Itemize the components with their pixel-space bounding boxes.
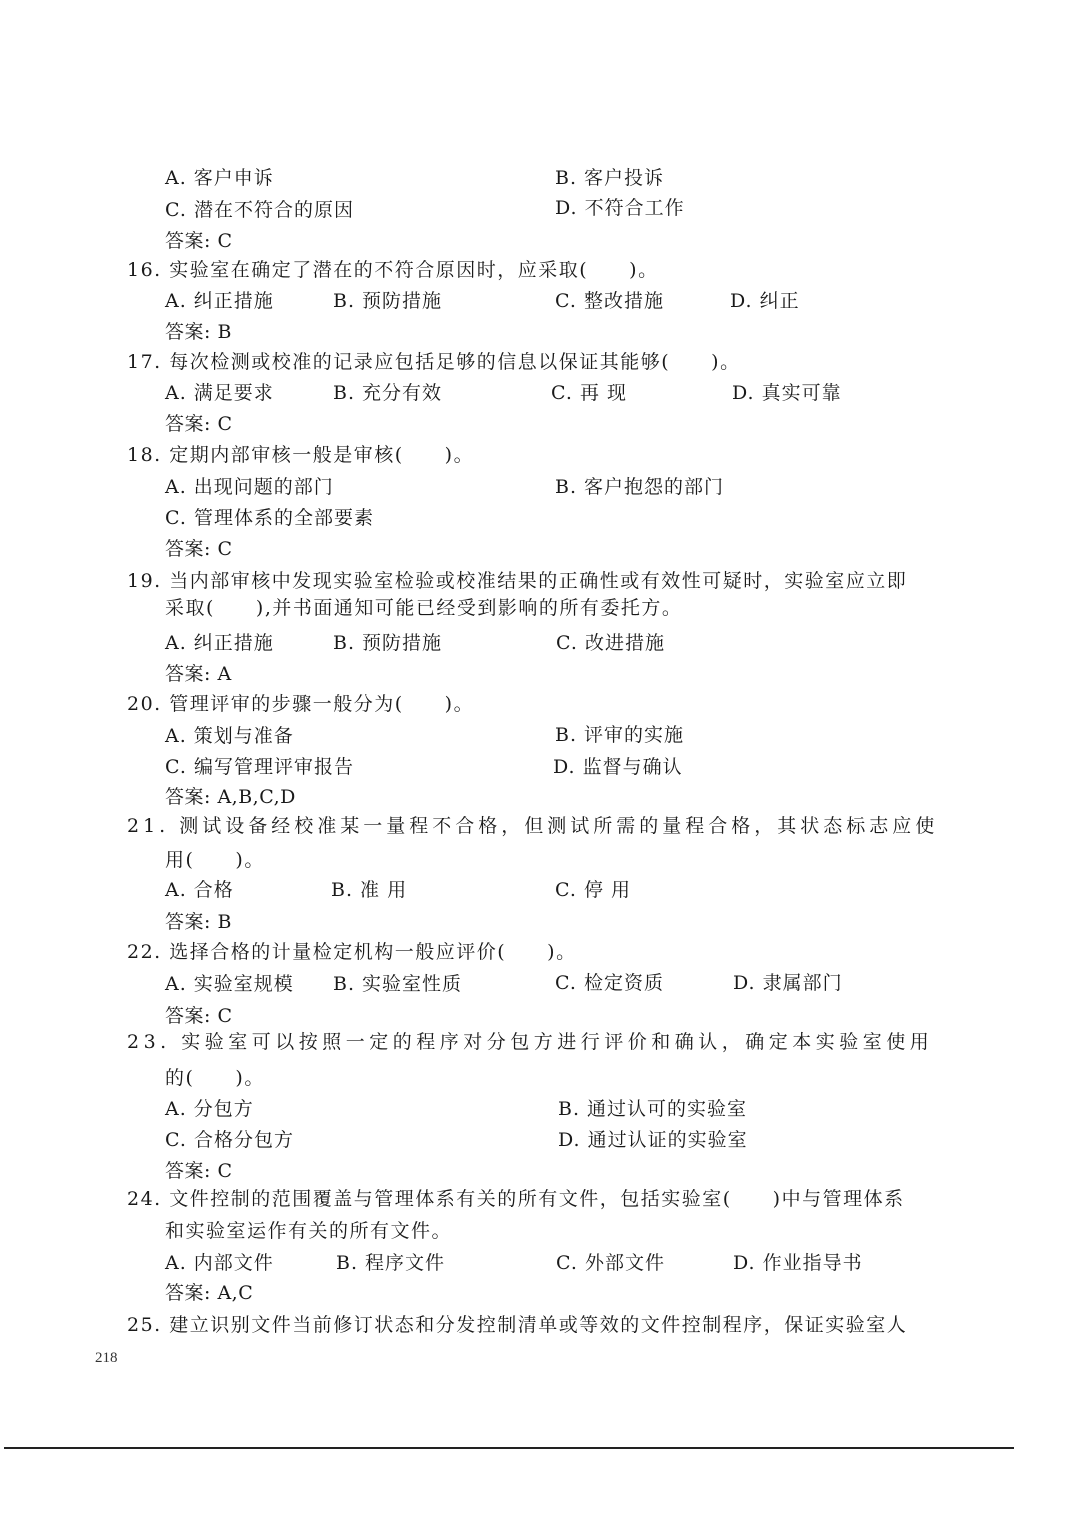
q17-answer: 答案: C xyxy=(165,413,233,435)
q21-option-a: A. 合格 xyxy=(165,879,234,901)
q21-answer: 答案: B xyxy=(165,911,232,933)
q17-option-d: D. 真实可靠 xyxy=(732,382,842,404)
q23-option-c: C. 合格分包方 xyxy=(165,1129,294,1151)
q22-option-a: A. 实验室规模 xyxy=(165,973,294,995)
q19-answer: 答案: A xyxy=(165,663,232,685)
q23-option-d: D. 通过认证的实验室 xyxy=(558,1129,748,1151)
q17-option-b: B. 充分有效 xyxy=(333,382,443,404)
q23-stem-line-1: 23. 实验室可以按照一定的程序对分包方进行评价和确认，确定本实验室使用 xyxy=(127,1031,934,1053)
q16-stem: 16. 实验室在确定了潜在的不符合原因时，应采取( )。 xyxy=(127,259,659,281)
q25-stem: 25. 建立识别文件当前修订状态和分发控制清单或等效的文件控制程序，保证实验室人 xyxy=(127,1314,908,1336)
q18-answer: 答案: C xyxy=(165,538,233,560)
q16-option-d: D. 纠正 xyxy=(730,290,800,312)
q18-option-c: C. 管理体系的全部要素 xyxy=(165,507,374,529)
q15-answer: 答案: C xyxy=(165,230,233,252)
q23-option-a: A. 分包方 xyxy=(165,1098,254,1120)
footer-rule xyxy=(4,1447,1014,1449)
q23-stem-line-2: 的( )。 xyxy=(165,1067,265,1089)
q22-option-b: B. 实验室性质 xyxy=(333,973,463,995)
q19-stem-line-1: 19. 当内部审核中发现实验室检验或校准结果的正确性或有效性可疑时，实验室应立即 xyxy=(127,570,908,592)
q19-option-a: A. 纠正措施 xyxy=(165,632,274,654)
q16-option-b: B. 预防措施 xyxy=(333,290,443,312)
q19-option-c: C. 改进措施 xyxy=(556,632,665,654)
q18-option-a: A. 出现问题的部门 xyxy=(165,476,334,498)
q21-option-c: C. 停 用 xyxy=(555,879,631,901)
q22-answer: 答案: C xyxy=(165,1005,233,1027)
q24-stem-line-2: 和实验室运作有关的所有文件。 xyxy=(165,1220,453,1242)
q24-option-b: B. 程序文件 xyxy=(336,1252,446,1274)
q20-option-d: D. 监督与确认 xyxy=(553,756,683,778)
q19-stem-line-2: 采取( ),并书面通知可能已经受到影响的所有委托方。 xyxy=(165,597,683,619)
q17-option-c: C. 再 现 xyxy=(551,382,627,404)
q21-stem-line-1: 21. 测试设备经校准某一量程不合格，但测试所需的量程合格，其状态标志应使 xyxy=(127,815,939,837)
q24-option-d: D. 作业指导书 xyxy=(733,1252,863,1274)
q17-option-a: A. 满足要求 xyxy=(165,382,274,404)
q15-option-b: B. 客户投诉 xyxy=(555,167,665,189)
q21-stem-line-2: 用( )。 xyxy=(165,849,265,871)
q24-option-a: A. 内部文件 xyxy=(165,1252,274,1274)
page-number: 218 xyxy=(95,1350,118,1366)
q20-answer: 答案: A,B,C,D xyxy=(165,786,296,808)
q20-option-b: B. 评审的实施 xyxy=(555,724,685,746)
q22-option-c: C. 检定资质 xyxy=(555,972,664,994)
q16-option-a: A. 纠正措施 xyxy=(165,290,274,312)
q19-option-b: B. 预防措施 xyxy=(333,632,443,654)
q18-stem: 18. 定期内部审核一般是审核( )。 xyxy=(127,444,475,466)
q15-option-c: C. 潜在不符合的原因 xyxy=(165,199,354,221)
q23-answer: 答案: C xyxy=(165,1160,233,1182)
q20-option-c: C. 编写管理评审报告 xyxy=(165,756,354,778)
q16-answer: 答案: B xyxy=(165,321,232,343)
q21-option-b: B. 准 用 xyxy=(331,879,408,901)
q20-stem: 20. 管理评审的步骤一般分为( )。 xyxy=(127,693,475,715)
q22-option-d: D. 隶属部门 xyxy=(733,972,843,994)
q24-stem-line-1: 24. 文件控制的范围覆盖与管理体系有关的所有文件，包括实验室( )中与管理体系 xyxy=(127,1188,905,1210)
q24-option-c: C. 外部文件 xyxy=(556,1252,665,1274)
q22-stem: 22. 选择合格的计量检定机构一般应评价( )。 xyxy=(127,941,577,963)
q17-stem: 17. 每次检测或校准的记录应包括足够的信息以保证其能够( )。 xyxy=(127,351,741,373)
q18-option-b: B. 客户抱怨的部门 xyxy=(555,476,725,498)
q20-option-a: A. 策划与准备 xyxy=(165,725,294,747)
q23-option-b: B. 通过认可的实验室 xyxy=(558,1098,748,1120)
q24-answer: 答案: A,C xyxy=(165,1282,254,1304)
q15-option-a: A. 客户申诉 xyxy=(165,167,274,189)
q16-option-c: C. 整改措施 xyxy=(555,290,664,312)
q15-option-d: D. 不符合工作 xyxy=(555,197,685,219)
